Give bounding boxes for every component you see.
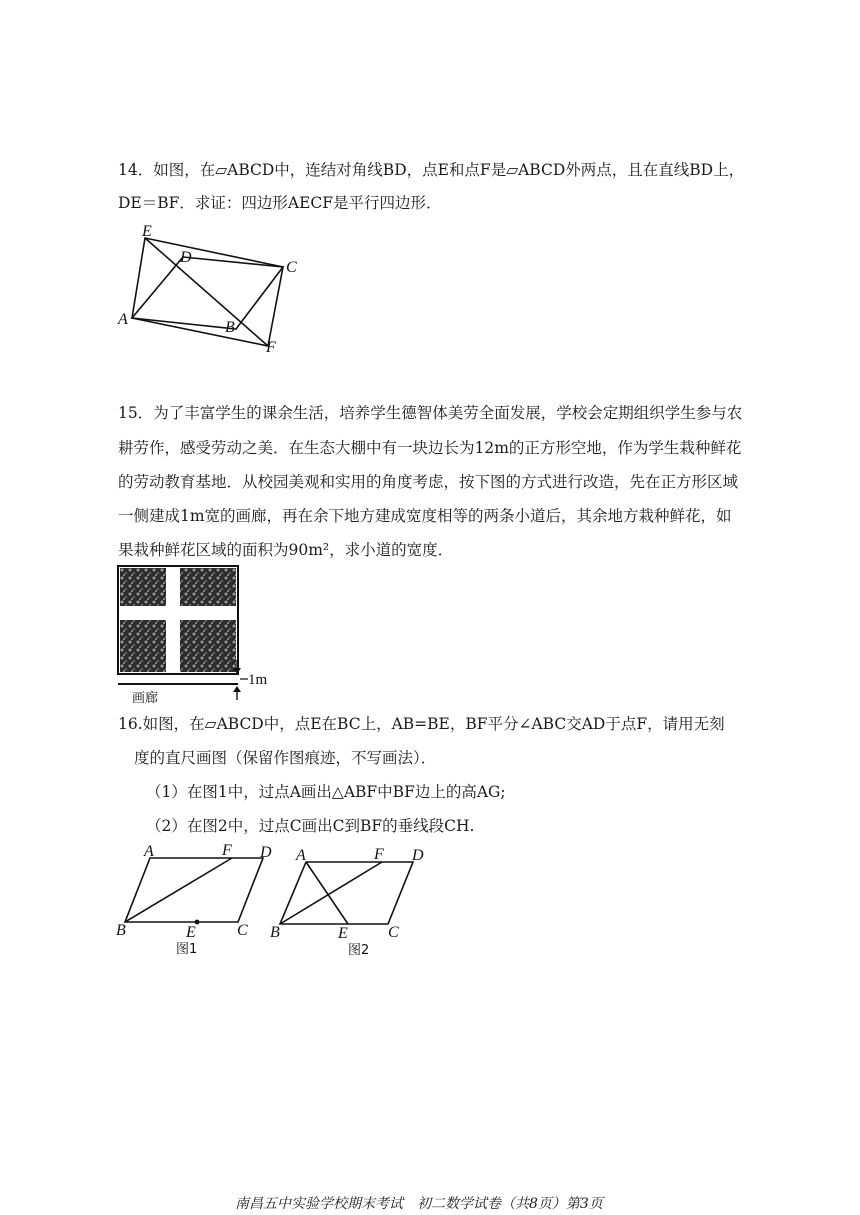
flower-bed-bottom-left bbox=[120, 620, 166, 672]
fig2-label-B: B bbox=[270, 924, 280, 941]
q14-label-D: D bbox=[180, 249, 192, 266]
q15-line-1: 15．为了丰富学生的课余生活，培养学生德智体美劳全面发展，学校会定期组织学生参与农 bbox=[118, 404, 743, 422]
q16-line-2: 度的直尺画图（保留作图痕迹，不写画法）． bbox=[134, 749, 437, 767]
q14-label-F: F bbox=[266, 339, 276, 356]
flower-bed-top-left bbox=[120, 568, 166, 606]
fig2-label-D: D bbox=[412, 847, 424, 864]
q14-label-C: C bbox=[286, 259, 297, 276]
q15-label-gallery: 画廊 bbox=[132, 691, 159, 706]
fig1-label-B: B bbox=[116, 922, 126, 939]
fig1-caption: 图1 bbox=[176, 942, 198, 957]
fig1-label-D: D bbox=[260, 844, 272, 861]
fig1-label-E: E bbox=[186, 924, 196, 941]
flower-bed-top-right bbox=[180, 568, 236, 606]
q16-line-3: （1）在图1中，过点A画出△ABF中BF边上的高AG; bbox=[146, 783, 506, 801]
q14-label-E: E bbox=[142, 223, 152, 240]
page-footer: 南昌五中实验学校期末考试 初二数学试卷（共8页）第3页 bbox=[235, 1196, 603, 1212]
fig1-label-F: F bbox=[222, 842, 232, 859]
q15-garden-figure bbox=[112, 562, 277, 710]
q14-label-B: B bbox=[225, 319, 235, 336]
q16-line-4: （2）在图2中，过点C画出C到BF的垂线段CH. bbox=[146, 817, 475, 835]
q16-figure-1 bbox=[112, 840, 277, 960]
q14-line-2: DE＝BF．求证：四边形AECF是平行四边形． bbox=[118, 194, 442, 212]
fig2-label-E: E bbox=[338, 925, 348, 942]
fig2-caption: 图2 bbox=[348, 943, 370, 958]
fig2-label-C: C bbox=[388, 924, 399, 941]
q14-diagonal-EF bbox=[145, 238, 268, 346]
q15-line-3: 的劳动教育基地．从校园美观和实用的角度考虑，按下图的方式进行改造，先在正方形区域 bbox=[118, 473, 739, 491]
q16-figure-2 bbox=[265, 840, 435, 960]
fig2-label-F: F bbox=[374, 846, 384, 863]
q15-label-1m: 1m bbox=[248, 672, 268, 688]
flower-bed-bottom-right bbox=[180, 620, 236, 672]
fig2-label-A: A bbox=[296, 847, 306, 864]
q14-figure bbox=[112, 220, 312, 360]
fig1-label-C: C bbox=[237, 922, 248, 939]
q14-line-1: 14．如图，在▱ABCD中，连结对角线BD，点E和点F是▱ABCD外两点，且在直线BD上， bbox=[118, 161, 745, 179]
q16-line-1: 16.如图，在▱ABCD中，点E在BC上，AB=BE，BF平分∠ABC交AD于点F，请用无刻 bbox=[118, 715, 725, 733]
q14-label-A: A bbox=[118, 311, 128, 328]
q15-line-2: 耕劳作，感受劳动之美．在生态大棚中有一块边长为12m的正方形空地，作为学生栽种鲜花 bbox=[118, 439, 742, 457]
q15-line-5: 果栽种鲜花区域的面积为90m²，求小道的宽度． bbox=[118, 541, 454, 559]
fig1-label-A: A bbox=[144, 843, 154, 860]
q15-line-4: 一侧建成1m宽的画廊，再在余下地方建成宽度相等的两条小道后，其余地方栽种鲜花，如 bbox=[118, 507, 732, 525]
